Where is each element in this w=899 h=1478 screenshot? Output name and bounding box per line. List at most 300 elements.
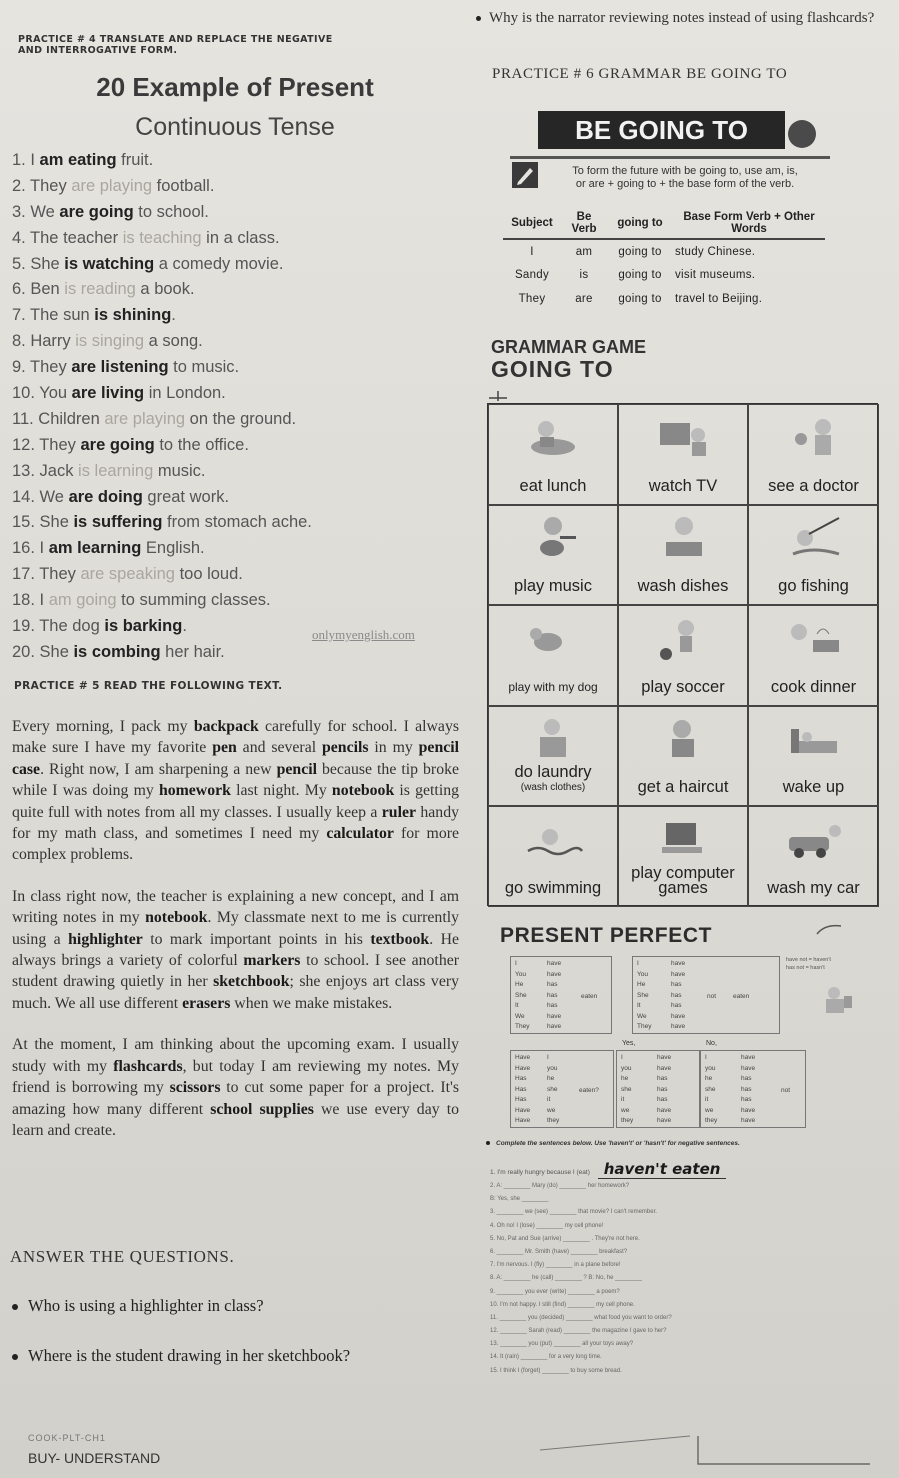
sentence-text: 20. She (12, 642, 74, 661)
exercise-item[interactable]: 9. ________ you ever (write) ________ a poem? (490, 1288, 620, 1295)
exercise-item[interactable]: 6. ________ Mr. Smith (have) ________ breakfast? (490, 1248, 628, 1255)
tv-icon (652, 413, 714, 461)
game-cell (748, 505, 879, 606)
exercise-item[interactable]: 15. I think I (forget) ________ to buy some bread. (490, 1367, 622, 1374)
sentence-item (12, 226, 362, 252)
game-cell-label (619, 476, 747, 495)
reading-paragraph-2 (12, 886, 459, 1014)
sentence-text: in a class. (201, 228, 280, 247)
reading-text-segment: is getting quite full with notes from all my classes. I usually keep a (12, 782, 460, 821)
sentence-verb: is combing (73, 642, 161, 661)
reading-text-segment: to school. I see another student drawing quietly in her (12, 952, 459, 991)
school-supply-word: notebook (331, 782, 395, 800)
table-cell: have (741, 1064, 756, 1072)
table-cell: It (637, 1002, 641, 1009)
table-cell: we (621, 1106, 630, 1114)
instructions (486, 1140, 866, 1147)
table-cell: They (518, 293, 546, 305)
sentence-verb: are listening (71, 358, 169, 377)
table-cell: They (637, 1023, 652, 1030)
table-cell: he (705, 1075, 713, 1082)
reading-text-segment: handy for my math class, and sometimes I need my (12, 803, 460, 843)
reading-text-segment: Every morning, I pack my (12, 718, 194, 735)
sentence-text: music. (153, 461, 206, 480)
be-going-to-table (503, 208, 825, 311)
table-cell: I (637, 960, 639, 967)
sentence-verb: is singing (75, 332, 145, 351)
table-row (503, 287, 825, 311)
sentence-item (12, 510, 362, 536)
table-cell: You (515, 970, 526, 978)
no-label: No, (706, 1040, 717, 1047)
bottom-text: BUY- UNDERSTAND (28, 1450, 161, 1466)
sentence-text: to summing classes. (116, 591, 271, 610)
game-title: GRAMMAR GAME (491, 337, 646, 357)
exercise-1-answer[interactable]: haven't eaten (598, 1160, 727, 1179)
laundry-icon (522, 715, 584, 763)
game-cell-label-text: wash my car (767, 878, 860, 897)
computer-icon (652, 815, 714, 863)
school-supply-word: pen (212, 739, 237, 757)
game-cell-label-text: get a haircut (637, 778, 729, 797)
game-cell (618, 806, 748, 907)
table-header-row (503, 208, 825, 239)
game-cell-label (749, 878, 878, 897)
sentence-text: 4. The teacher (12, 228, 123, 247)
table-cell: He (515, 981, 524, 988)
game-cell-label (489, 878, 617, 897)
game-cell-label-text: cook dinner (770, 677, 857, 696)
school-supply-word: highlighter (68, 930, 143, 948)
reading-paragraph-1 (12, 716, 459, 866)
reading-text-segment: we use every day to learn and create. (12, 1100, 459, 1139)
table-cell: has (547, 991, 558, 999)
game-cell (618, 404, 748, 505)
sentence-item (12, 536, 362, 562)
table-header: Subject (503, 208, 561, 239)
not-cell: not (781, 1087, 791, 1094)
sentence-verb: are playing (71, 176, 153, 195)
game-cell-label (619, 579, 747, 594)
auxiliary-column (515, 1053, 530, 1127)
pronoun-column (705, 1053, 717, 1127)
table-cell: We (515, 1012, 525, 1020)
table-cell: She (637, 991, 649, 999)
sentence-verb: is reading (64, 280, 136, 299)
bed-icon (783, 715, 845, 763)
game-cell-label (489, 765, 617, 795)
table-cell: going to (618, 245, 662, 258)
example-sentence-list (12, 148, 362, 666)
pronoun-column (621, 1053, 633, 1127)
school-supply-word: backpack (193, 718, 259, 735)
reading-text-segment: . He always brings a variety of colorful (12, 930, 459, 970)
table-cell: are (575, 293, 593, 305)
auxiliary-column (671, 959, 685, 1033)
doctor-icon (783, 413, 845, 461)
sentence-text: 5. She (12, 254, 65, 273)
school-supply-word: textbook (370, 930, 430, 948)
reading-text-segment: carefully for school. I always make sure I have my favorite (12, 718, 459, 757)
practice5-heading: PRACTICE # 5 READ THE FOLLOWING TEXT. (14, 680, 283, 692)
sentence-text: 3. We (12, 202, 60, 221)
table-cell: Sandy (514, 269, 550, 281)
sentence-text: great work. (142, 487, 230, 506)
sentence-text: a book. (135, 280, 195, 299)
sentence-verb: am eating (39, 151, 117, 169)
sentence-item (12, 252, 362, 278)
table-cell: He (637, 981, 646, 988)
game-cell (748, 706, 879, 807)
sentence-text: 19. The dog (12, 617, 105, 636)
table-cell: has (741, 1085, 752, 1093)
game-cell-label (619, 780, 747, 795)
game-cell-sublabel: games (658, 878, 708, 897)
sentence-verb: am learning (48, 539, 142, 558)
game-cell (488, 806, 618, 907)
table-cell: Has (515, 1075, 527, 1082)
school-supply-word: pencil case (12, 739, 460, 778)
game-cell (748, 404, 879, 505)
not-cell: not (707, 993, 717, 1000)
game-cell-label (619, 677, 747, 696)
table-cell: Has (515, 1085, 527, 1093)
exercise-item[interactable]: 14. It (rain) ________ for a very long time. (490, 1354, 602, 1361)
sentence-verb: are speaking (80, 565, 175, 584)
exercise-item[interactable]: 8. A: ________ he (call) ________ ? B: No, he ________ (490, 1275, 642, 1282)
game-cell-label-text: play with my dog (508, 679, 598, 694)
auxiliary-column (657, 1053, 671, 1127)
table-cell: have (547, 960, 562, 967)
table-cell: you (547, 1064, 558, 1072)
table-header: Be Verb (561, 208, 607, 239)
sentence-text: on the ground. (185, 409, 297, 428)
table-cell: They (515, 1023, 530, 1030)
exercise-item[interactable]: 7. I'm nervous. I (fly) ________ in a plane before! (490, 1262, 621, 1269)
swimming-icon (522, 815, 584, 863)
exercise-item[interactable]: 12. ________ Sarah (read) ________ the magazine I gave to her? (490, 1328, 667, 1335)
reading-text-segment: when we make mistakes. (230, 994, 393, 1012)
verb-cell: eaten? (579, 1087, 599, 1094)
bottom-cut-text: COOK-PLT-CH1 (28, 1433, 106, 1443)
sentence-item (12, 277, 362, 303)
be-going-to-banner: BE GOING TO (538, 111, 785, 149)
table-cell: going to (618, 269, 662, 281)
game-cell (488, 505, 618, 606)
table-cell: has (657, 1075, 668, 1082)
sentence-text: to music. (168, 358, 240, 377)
exercise-item[interactable]: 2. A: ________ Mary (do) ________ her homework? (490, 1183, 630, 1189)
sentence-text: 17. They (12, 565, 81, 584)
page-subtitle: Continuous Tense (135, 113, 335, 141)
rule-box (510, 156, 830, 198)
game-cell-label-text: watch TV (648, 476, 718, 495)
sentence-text: 1. I (12, 151, 40, 169)
auxiliary-column (547, 959, 561, 1033)
table-header: Base Form Verb + Other Words (673, 208, 825, 239)
fishing-icon (783, 514, 845, 562)
table-cell: she (547, 1085, 558, 1093)
bullet-icon (12, 1304, 18, 1310)
contraction-note-1: have not = haven't (786, 957, 831, 963)
game-subtitle: GOING TO (491, 356, 614, 382)
practice4-heading-line1: PRACTICE # 4 TRANSLATE AND REPLACE THE NEGATIVE (18, 34, 333, 45)
school-supply-word: markers (243, 952, 301, 970)
table-cell: has (671, 991, 682, 999)
sentence-text: football. (152, 176, 215, 195)
game-cell-label (489, 680, 617, 695)
sentence-verb: are doing (68, 487, 143, 506)
sentence-item (12, 433, 362, 459)
table-cell: have (547, 1012, 562, 1020)
student-clipart-icon (820, 984, 854, 1014)
sentence-verb: are playing (104, 409, 186, 428)
sentence-text: . (182, 617, 187, 636)
short-answer-no-table (700, 1050, 806, 1128)
cooking-icon (783, 614, 845, 662)
sentence-verb: is teaching (122, 228, 202, 247)
table-cell: have (657, 1064, 672, 1072)
school-supply-word: flashcards (113, 1057, 183, 1075)
short-answer-yes-table (616, 1050, 700, 1128)
table-cell: I (530, 245, 534, 258)
table-cell: it (621, 1096, 625, 1103)
arrow-doodle-icon (487, 388, 511, 402)
school-supply-word: notebook (145, 909, 208, 927)
pronoun-column (637, 959, 651, 1033)
reading-text-segment: ; she enjoys art class very much. We all use different (12, 973, 459, 1012)
reading-text-segment: to cut some paper for a project. It's amazing how many different (12, 1079, 459, 1118)
game-cell-label-text: go fishing (778, 577, 849, 596)
sentence-verb: are going (80, 435, 155, 454)
table-cell: study Chinese. (675, 245, 756, 258)
sentence-text: English. (141, 539, 205, 558)
table-cell: he (621, 1075, 629, 1082)
exercise-1-prompt: 1. I'm really hungry because I (eat) (490, 1169, 590, 1176)
game-cell-label (489, 579, 617, 594)
lunch-icon (522, 413, 584, 461)
exercise-item[interactable]: 10. I'm not happy. I still (find) ________ my cell phone. (490, 1301, 635, 1308)
game-cell-label-text: wash dishes (637, 577, 729, 596)
table-cell: you (705, 1064, 716, 1072)
exercise-item[interactable]: 5. No, Pat and Sue (arrive) ________ . They're not here. (490, 1235, 640, 1242)
page-corner-lines (540, 1430, 870, 1470)
present-perfect-negative-table (632, 956, 780, 1034)
table-cell: has (741, 1075, 752, 1082)
sentence-text: her hair. (160, 642, 225, 661)
table-cell: Have (515, 1106, 531, 1114)
table-cell: have (741, 1054, 756, 1061)
sentence-item (12, 148, 362, 174)
sentence-text: from stomach ache. (162, 513, 312, 532)
table-row (503, 239, 825, 263)
reading-text-segment: last night. My (230, 782, 332, 800)
rule-line-1: To form the future with be going to, use am, is, (572, 165, 798, 177)
game-cell (748, 605, 879, 706)
table-cell: have (741, 1117, 756, 1124)
sentence-item (12, 200, 362, 226)
practice4-heading (18, 34, 333, 56)
sentence-text: 6. Ben (12, 280, 65, 299)
pronoun-column (547, 1053, 559, 1127)
car-icon (783, 815, 845, 863)
practice6-heading: PRACTICE # 6 GRAMMAR BE GOING TO (492, 66, 788, 82)
table-cell: has (657, 1085, 668, 1093)
exercise-item[interactable]: 4. Oh no! I (lose) ________ my cell phone! (490, 1222, 604, 1229)
table-cell: she (621, 1085, 632, 1093)
sentence-text: 13. Jack (12, 461, 79, 480)
exercise-item[interactable]: 11. ________ you (decided) ________ what food you want to order? (490, 1314, 672, 1321)
exercise-list (490, 1180, 830, 1378)
game-cell-label-text: wake up (782, 778, 845, 797)
table-cell: have (671, 1023, 686, 1030)
guitar-icon (522, 514, 584, 562)
sentence-text: to the office. (154, 435, 249, 454)
table-cell: Have (515, 1054, 531, 1061)
table-header: going to (607, 208, 673, 239)
school-supply-word: sketchbook (213, 973, 290, 991)
school-supply-word: calculator (326, 825, 394, 843)
game-cell-label-text: go swimming (504, 878, 602, 897)
sentence-text: 14. We (12, 487, 69, 506)
present-perfect-title: PRESENT PERFECT (500, 924, 713, 947)
table-cell: have (547, 1023, 562, 1030)
exercise-1 (490, 1160, 850, 1178)
game-cell-label-text: see a doctor (768, 476, 859, 495)
game-cell (748, 806, 879, 907)
table-cell: have (671, 960, 686, 967)
sentence-text: fruit. (116, 151, 154, 169)
top-question (489, 10, 892, 27)
table-cell: You (637, 970, 648, 978)
sentence-item (12, 485, 362, 511)
sentence-item (12, 303, 362, 329)
sentence-item (12, 381, 362, 407)
sentence-text: 16. I (12, 539, 49, 558)
contraction-note-2: has not = hasn't (786, 965, 825, 971)
school-supply-word: erasers (182, 994, 231, 1012)
table-cell: we (705, 1106, 714, 1114)
sentence-text: 18. I (12, 591, 49, 610)
table-cell: am (575, 245, 593, 258)
table-cell: She (515, 991, 527, 999)
reading-text-segment: At the moment, I am thinking about the upcoming exam. I usually study with my (12, 1036, 459, 1075)
dog-icon (522, 614, 584, 662)
table-cell: have (547, 970, 562, 978)
yes-label: Yes, (622, 1040, 636, 1047)
table-cell: have (657, 1054, 672, 1061)
game-cell-label (749, 780, 878, 795)
table-cell: Have (515, 1064, 531, 1072)
sentence-text: 9. They (12, 358, 72, 377)
haircut-icon (652, 715, 714, 763)
table-cell: they (705, 1117, 718, 1124)
sentence-text: a song. (144, 332, 203, 351)
game-cell-label-text: do laundry (514, 763, 592, 782)
sentence-text: 11. Children (12, 409, 105, 428)
sentence-item (12, 640, 362, 666)
reading-paragraph-3 (12, 1034, 459, 1141)
table-cell: she (705, 1085, 716, 1093)
sentence-text: to school. (133, 202, 209, 221)
game-cell-label (619, 863, 747, 897)
school-supply-word: pencil (276, 760, 317, 778)
sentence-text: 8. Harry (12, 332, 76, 351)
table-cell: have (671, 1012, 686, 1020)
table-cell: going to (618, 293, 662, 305)
table-cell: he (547, 1075, 555, 1082)
table-cell: has (657, 1096, 668, 1103)
pen-doodle-icon (815, 922, 843, 938)
table-cell: have (657, 1106, 672, 1114)
table-cell: is (579, 269, 589, 281)
reading-text-segment: In class right now, the teacher is explaining a new concept, and I am writing notes in my (12, 887, 459, 927)
table-cell: has (741, 1096, 752, 1103)
reading-text-segment: to mark important points in his (142, 930, 371, 948)
game-cell (618, 706, 748, 807)
sentence-item (12, 355, 362, 381)
sentence-text: 15. She (12, 513, 74, 532)
sentence-verb: is learning (78, 461, 154, 480)
sentence-text: 12. They (12, 435, 81, 454)
sentence-verb: am going (48, 591, 117, 610)
instructions-text: Complete the sentences below. Use 'haven't' or 'hasn't' for negative sentences. (496, 1140, 740, 1147)
sentence-item (12, 562, 362, 588)
banner-decoration (788, 120, 816, 148)
sentence-text: . (171, 306, 176, 325)
page-title: 20 Example of Present (96, 72, 374, 102)
sentence-item (12, 174, 362, 200)
game-cell-label-text: eat lunch (519, 476, 587, 495)
sentence-text: 2. They (12, 176, 72, 195)
table-cell: I (621, 1054, 623, 1061)
sentence-verb: is shining (94, 306, 172, 325)
rule-line-2: or are + going to + the base form of the verb. (575, 178, 795, 190)
reading-text-segment: , but today I am reviewing my notes. My friend is borrowing my (12, 1057, 459, 1097)
table-cell: has (547, 1002, 558, 1009)
game-cell-label (489, 476, 617, 495)
sentence-item (12, 459, 362, 485)
game-cell (618, 505, 748, 606)
game-cell (618, 605, 748, 706)
reading-text-segment: in my (368, 739, 419, 757)
dishes-icon (652, 514, 714, 562)
game-cell-label-text: play soccer (641, 677, 725, 696)
sentence-verb: are living (71, 384, 145, 403)
table-cell: has (671, 981, 682, 988)
question-1 (12, 1296, 264, 1316)
sentence-text: in London. (144, 384, 226, 403)
sentence-item (12, 614, 362, 640)
school-supply-word: ruler (381, 803, 417, 821)
school-supply-word: scissors (169, 1079, 221, 1097)
table-cell: I (515, 960, 517, 967)
exercise-item[interactable]: 3. ________ we (see) ________ that movie? I can't remember. (490, 1209, 657, 1216)
school-supply-word: pencils (321, 739, 369, 757)
question-1-text: Who is using a highlighter in class? (28, 1296, 264, 1315)
table-cell: has (671, 1002, 682, 1009)
table-cell: visit museums. (675, 269, 756, 281)
game-cell (488, 404, 618, 505)
contraction-note (786, 956, 831, 972)
sentence-text: too loud. (174, 565, 243, 584)
game-cell-label (749, 579, 878, 594)
table-cell: it (547, 1096, 551, 1103)
sentence-verb: is barking (104, 617, 183, 636)
exercise-item[interactable]: 13. ________ you (put) ________ all your toys away? (490, 1341, 634, 1348)
exercise-item[interactable]: B: Yes, she ________ (490, 1196, 549, 1203)
table-cell: it (705, 1096, 709, 1103)
